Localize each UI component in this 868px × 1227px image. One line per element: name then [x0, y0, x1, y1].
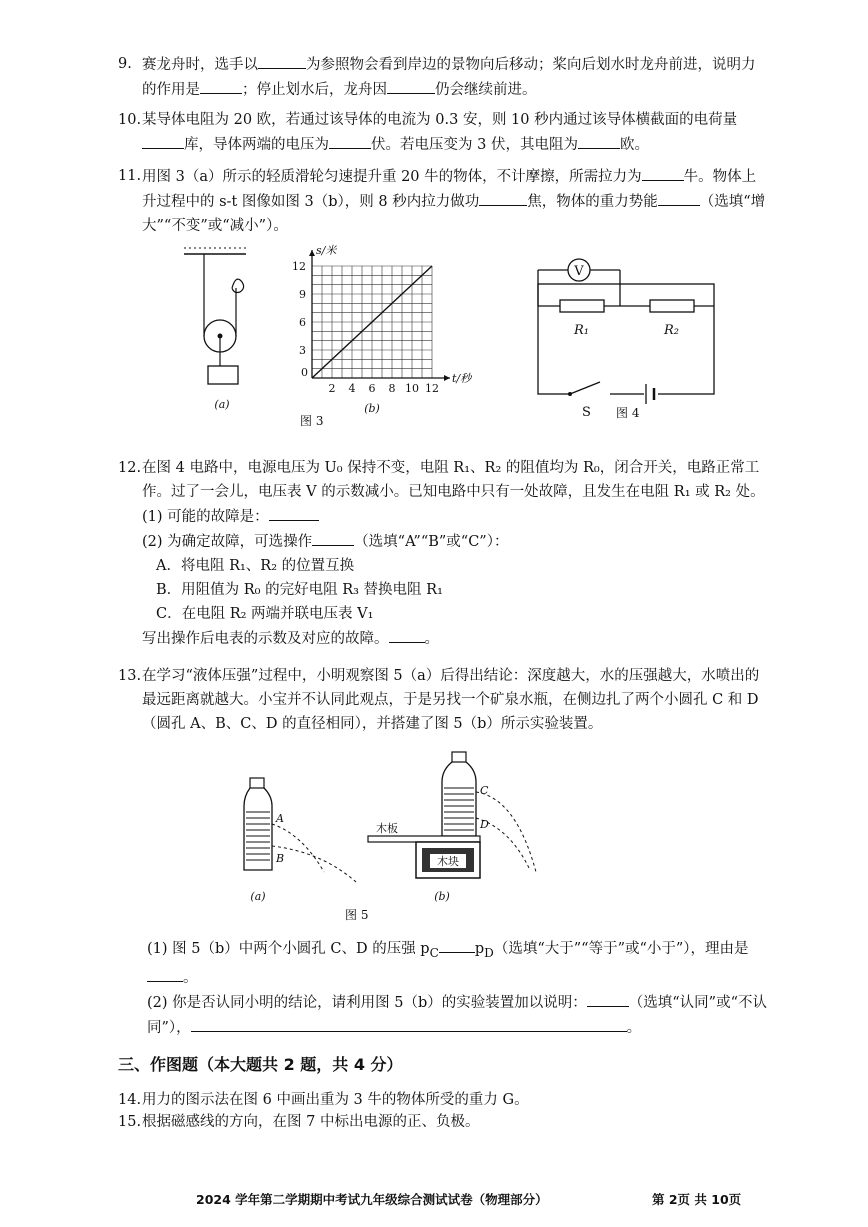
x-tick-label: 12	[425, 382, 439, 395]
y-tick-label: 3	[299, 344, 306, 357]
question-text: 在图 4 电路中，电源电压为 U₀ 保持不变，电阻 R₁、R₂ 的阻值均为 R₀，闭合开关，电路正常工作。过了一会儿，电压表 V 的示数减小。已知电路中只有一处故障，且发生在电阻 R₁ 或 R₂ 处。	[142, 460, 765, 500]
footer-title: 2024 学年第二学期期中考试九年级综合测试试卷（物理部分）	[196, 1192, 548, 1207]
switch-label: S	[582, 405, 591, 420]
question-10	[118, 108, 768, 157]
figure-5a-bottle	[236, 778, 376, 908]
sub-question-text: 。	[424, 631, 439, 647]
x-tick-label: 8	[388, 382, 396, 395]
answer-blank[interactable]	[439, 936, 475, 953]
y-axis-label: s/米	[316, 244, 337, 257]
wooden-board	[368, 836, 480, 842]
y-tick-label: 12	[292, 260, 306, 273]
load-block	[208, 366, 238, 384]
section-heading: 三、作图题（本大题共 2 题，共 4 分）	[118, 1055, 403, 1074]
subscript-d: D	[484, 945, 494, 960]
x-tick-label: 0	[301, 366, 308, 379]
hole-a-label: A	[276, 812, 284, 825]
sub-question-2	[142, 529, 768, 554]
figure-3a-pulley	[180, 248, 270, 418]
answer-blank[interactable]	[142, 132, 184, 149]
sub-question-1	[147, 936, 775, 990]
board-label: 木板	[376, 822, 398, 835]
r2-label: R₂	[664, 323, 679, 338]
figure-4-circuit	[530, 256, 730, 426]
pulley-axle	[218, 334, 223, 339]
question-number: 12.	[118, 460, 142, 476]
water-jet-c	[476, 792, 536, 872]
question-15	[118, 1110, 768, 1134]
option-a: A．将电阻 R₁、R₂ 的位置互换	[156, 558, 355, 574]
question-13	[118, 664, 768, 736]
hole-d-label: D	[480, 818, 489, 831]
sub-question-text: (1) 图 5（b）中两个小圆孔 C、D 的压强 p	[147, 941, 430, 957]
question-9	[118, 52, 768, 102]
figure-3b-st-chart	[282, 244, 472, 420]
x-tick-label: 4	[348, 382, 356, 395]
question-text: 库，导体两端的电压为	[184, 137, 329, 153]
answer-blank[interactable]	[658, 189, 700, 206]
question-11	[118, 164, 768, 238]
hole-b-label: B	[276, 852, 285, 865]
answer-blank[interactable]	[587, 990, 629, 1007]
resistor-r2	[650, 300, 694, 312]
figure-4-caption: 图 4	[616, 406, 640, 420]
sub-question-text: (2) 为确定故障，可选操作	[142, 534, 313, 550]
sub-question-text: （选填“A”“B”或“C”）：	[354, 534, 509, 550]
question-number: 13.	[118, 668, 142, 684]
sub-question-text: 。	[626, 1019, 642, 1036]
figure-3-caption: 图 3	[300, 414, 324, 428]
question-text: 仍会继续前进。	[435, 82, 537, 98]
figure-3b-label: (b)	[364, 402, 380, 415]
bottle-body	[442, 762, 476, 836]
x-axis-arrow	[444, 375, 450, 381]
hand-icon	[232, 279, 244, 292]
x-tick-label: 10	[405, 382, 419, 395]
option-b: B．用阻值为 R₀ 的完好电阻 R₃ 替换电阻 R₁	[156, 582, 443, 598]
question-14	[118, 1088, 768, 1112]
question-number: 11.	[118, 168, 142, 184]
x-tick-label: 6	[368, 382, 376, 395]
answer-blank[interactable]	[642, 164, 684, 181]
sub-question-1	[142, 504, 768, 529]
x-tick-label: 2	[328, 382, 336, 395]
question-text: 用力的图示法在图 6 中画出重为 3 牛的物体所受的重力 G。	[142, 1092, 529, 1108]
answer-blank[interactable]	[200, 77, 242, 94]
sub-question-3	[142, 626, 768, 651]
r1-label: R₁	[574, 323, 589, 338]
sub-question-text: （选填“认同”或“不认同”），	[147, 994, 768, 1036]
question-text: （选填“增大”“不变”或“减小”）。	[142, 194, 766, 234]
answer-blank[interactable]	[329, 132, 371, 149]
bottle-cap	[250, 778, 264, 788]
question-number: 10.	[118, 112, 142, 128]
sub-question-text: p	[474, 941, 485, 957]
block-label: 木块	[437, 855, 459, 868]
question-number: 9.	[118, 56, 132, 72]
answer-blank[interactable]	[269, 504, 319, 521]
answer-blank[interactable]	[389, 626, 425, 643]
answer-blank[interactable]	[387, 77, 435, 94]
water-lines	[444, 788, 474, 830]
question-text: 某导体电阻为 20 欧，若通过该导体的电流为 0.3 安，则 10 秒内通过该导体横截面的电荷量	[142, 112, 738, 128]
bottle-cap	[452, 752, 466, 762]
figure-5b-label: (b)	[434, 890, 450, 903]
question-number: 14.	[118, 1092, 142, 1108]
question-text: 用图 3（a）所示的轻质滑轮匀速提升重 20 牛的物体，不计摩擦，所需拉力为	[142, 169, 642, 185]
question-number: 15.	[118, 1114, 142, 1130]
figure-5a-label: (a)	[250, 890, 266, 903]
y-axis-arrow	[309, 250, 315, 256]
question-text: 为参照物会看到岸边的景物向后移动；桨向后划水时龙舟前进，说明力的作用是	[142, 57, 756, 98]
voltmeter-label: V	[574, 264, 584, 279]
figure-5-caption: 图 5	[345, 908, 369, 922]
water-lines	[246, 812, 270, 860]
figure-5b-apparatus	[368, 752, 558, 908]
footer-page-number: 第 2页 共 10页	[652, 1192, 742, 1207]
sub-question-2	[147, 990, 775, 1040]
question-text: ；停止划水后，龙舟因	[242, 82, 387, 98]
x-axis-label: t/秒	[452, 372, 472, 385]
option-c: C．在电阻 R₂ 两端并联电压表 V₁	[156, 606, 374, 622]
question-text: 牛。物体上升过程中的 s-t 图像如图 3（b），则 8 秒内拉力做功	[142, 169, 757, 210]
question-13-parts	[115, 936, 775, 1040]
answer-blank-long[interactable]	[191, 1015, 627, 1032]
hole-c-label: C	[480, 784, 489, 797]
sub-question-text: (2) 你是否认同小明的结论，请利用图 5（b）的实验装置加以说明：	[147, 994, 587, 1011]
answer-blank[interactable]	[258, 52, 306, 69]
subscript-c: C	[429, 945, 439, 960]
y-tick-label: 9	[299, 288, 306, 301]
question-text: 赛龙舟时，选手以	[142, 57, 258, 73]
y-tick-label: 6	[299, 316, 306, 329]
question-text: 伏。若电压变为 3 伏，其电阻为	[371, 137, 578, 153]
question-text: 在学习“液体压强”过程中，小明观察图 5（a）后得出结论：深度越大，水的压强越大，水喷出的最远距离就越大。小宝并不认同此观点，于是另找一个矿泉水瓶，在侧边扎了两个小圆孔 C 和 D（圆孔 A、B、C、D 的直径相同），并搭建了图 5（b）所示实验装置。	[142, 668, 760, 732]
sub-question-text: 。	[183, 969, 198, 986]
answer-blank[interactable]	[312, 529, 354, 546]
answer-blank[interactable]	[479, 189, 527, 206]
question-text: 焦，物体的重力势能	[527, 194, 658, 210]
sub-question-text: 写出操作后电表的示数及对应的故障。	[142, 631, 389, 647]
question-text: 欧。	[619, 137, 649, 153]
answer-blank[interactable]	[578, 132, 620, 149]
bottle-body	[244, 788, 272, 870]
sub-question-text: (1) 可能的故障是：	[142, 509, 269, 525]
answer-blank[interactable]	[147, 965, 183, 982]
water-jet-b	[272, 846, 356, 882]
question-12	[118, 456, 768, 651]
figure-3a-label: (a)	[214, 398, 230, 411]
question-text: 根据磁感线的方向，在图 7 中标出电源的正、负极。	[142, 1114, 480, 1130]
resistor-r1	[560, 300, 604, 312]
sub-question-text: （选填“大于”“等于”或“小于”），理由是	[493, 941, 749, 957]
